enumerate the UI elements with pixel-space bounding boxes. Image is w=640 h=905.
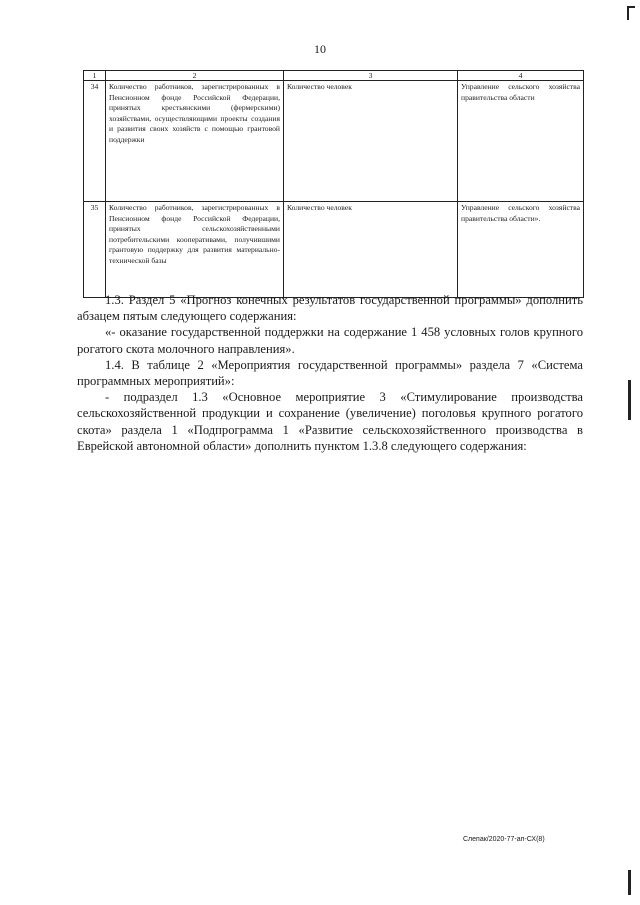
row-number: 35 xyxy=(84,202,106,298)
indicator-cell: Количество работников, зарегистрированных в Пенсионном фонде Российской Федерации, принятых сельскохозяйственными потребительскими кооперативами, получившими грантовую поддержку для развития материально-технической базы xyxy=(106,202,284,298)
table-row xyxy=(84,81,584,202)
table-header-row xyxy=(84,71,584,81)
paragraph-quote: «- оказание государственной поддержки на содержание 1 458 условных голов крупного рогатого скота молочного направления». xyxy=(77,325,583,356)
table-header-cell: 2 xyxy=(106,71,284,81)
responsible-cell: Управление сельского хозяйства правительства области». xyxy=(458,202,584,298)
table-header-cell: 3 xyxy=(284,71,458,81)
paragraph-1-4: 1.4. В таблице 2 «Мероприятия государственной программы» раздела 7 «Система программных мероприятий»: xyxy=(77,357,583,389)
indicators-table-container xyxy=(83,70,583,298)
scan-edge-mark xyxy=(628,870,631,895)
scan-edge-mark xyxy=(628,380,631,420)
paragraph-subsection: - подраздел 1.3 «Основное мероприятие 3 «Стимулирование производства сельскохозяйственной продукции и сохранение (увеличение) поголовья крупного рогатого скота» раздела 1 «Подпрограмма 1 «Развитие сельскохозяйственного производства в Еврейской автономной области» дополнить пунктом 1.3.8 следующего содержания: xyxy=(77,390,583,453)
unit-cell: Количество человек xyxy=(284,81,458,202)
table-row xyxy=(84,202,584,298)
page-corner-mark xyxy=(627,6,635,20)
row-number: 34 xyxy=(84,81,106,202)
paragraph-1-3: 1.3. Раздел 5 «Прогноз конечных результатов государственной программы» дополнить абзацем пятым следующего содержания: xyxy=(77,293,583,324)
indicators-table xyxy=(83,70,584,298)
document-body xyxy=(77,292,583,454)
indicator-cell: Количество работников, зарегистрированных в Пенсионном фонде Российской Федерации, принятых крестьянскими (фермерскими) хозяйствами, осуществляющими проекты создания и развития своих хозяйств с помощью грантовой поддержки xyxy=(106,81,284,202)
page-number: 10 xyxy=(314,42,326,56)
footer-document-code: Слепак/2020-77-ап-СХ(8) xyxy=(463,836,545,843)
responsible-cell: Управление сельского хозяйства правительства области xyxy=(458,81,584,202)
table-header-cell: 1 xyxy=(84,71,106,81)
unit-cell: Количество человек xyxy=(284,202,458,298)
table-header-cell: 4 xyxy=(458,71,584,81)
